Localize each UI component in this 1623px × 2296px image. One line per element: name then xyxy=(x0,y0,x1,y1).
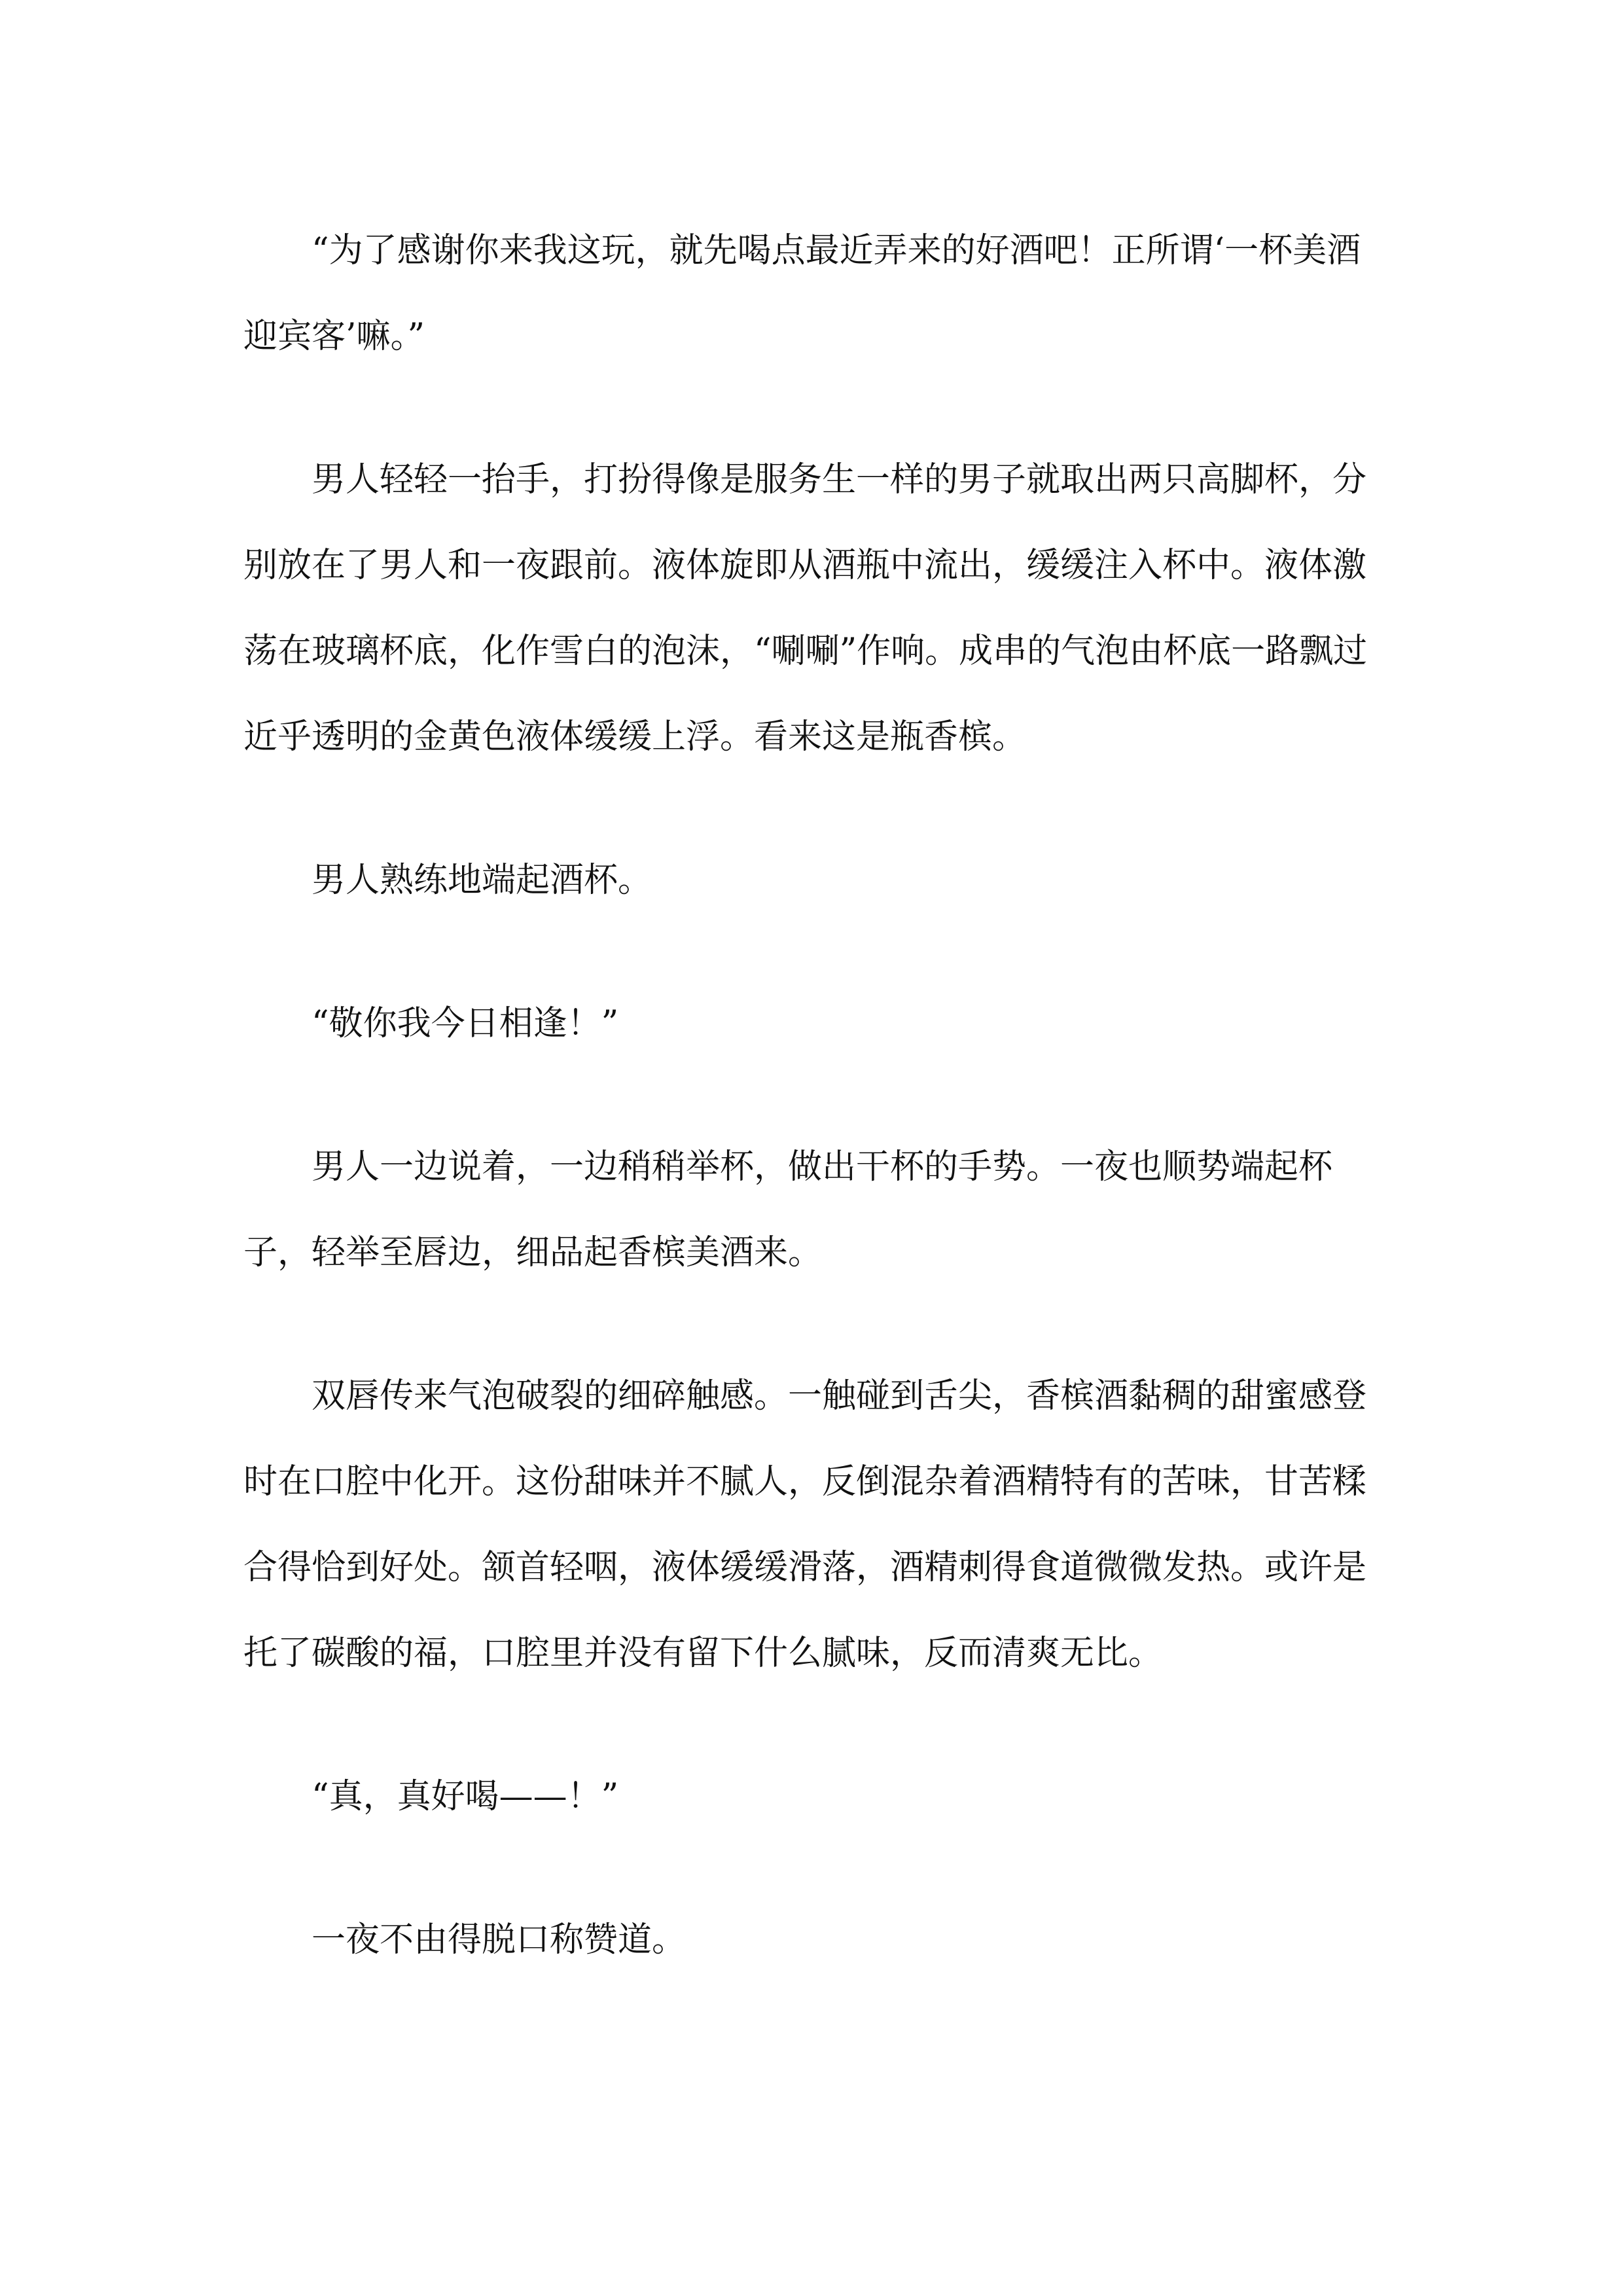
paragraph: 男人轻轻一抬手，打扮得像是服务生一样的男子就取出两只高脚杯，分别放在了男人和一夜跟前。液体旋即从酒瓶中流出，缓缓注入杯中。液体激荡在玻璃杯底，化作雪白的泡沫，“唰唰”作响。成串的气泡由杯底一路飘过近乎透明的金黄色液体缓缓上浮。看来这是瓶香槟。 xyxy=(243,460,1368,757)
text-body xyxy=(243,208,1382,1983)
paragraph: “为了感谢你来我这玩，就先喝点最近弄来的好酒吧！正所谓‘一杯美酒迎宾客’嘛。” xyxy=(243,231,1361,356)
paragraph: 男人一边说着，一边稍稍举杯，做出干杯的手势。一夜也顺势端起杯子，轻举至唇边，细品起香槟美酒来。 xyxy=(243,1147,1333,1272)
paragraph: 男人熟练地端起酒杯。 xyxy=(312,861,652,900)
paragraph: 双唇传来气泡破裂的细碎触感。一触碰到舌尖，香槟酒黏稠的甜蜜感登时在口腔中化开。这份甜味并不腻人，反倒混杂着酒精特有的苦味，甘苦糅合得恰到好处。颔首轻咽，液体缓缓滑落，酒精刺得食道微微发热。或许是托了碳酸的福，口腔里并没有留下什么腻味，反而清爽无比。 xyxy=(243,1376,1367,1673)
paragraph: “真，真好喝——！” xyxy=(312,1777,619,1816)
paragraph: 一夜不由得脱口称赞道。 xyxy=(312,1920,687,1960)
paragraph: “敬你我今日相逢！” xyxy=(312,1004,619,1043)
